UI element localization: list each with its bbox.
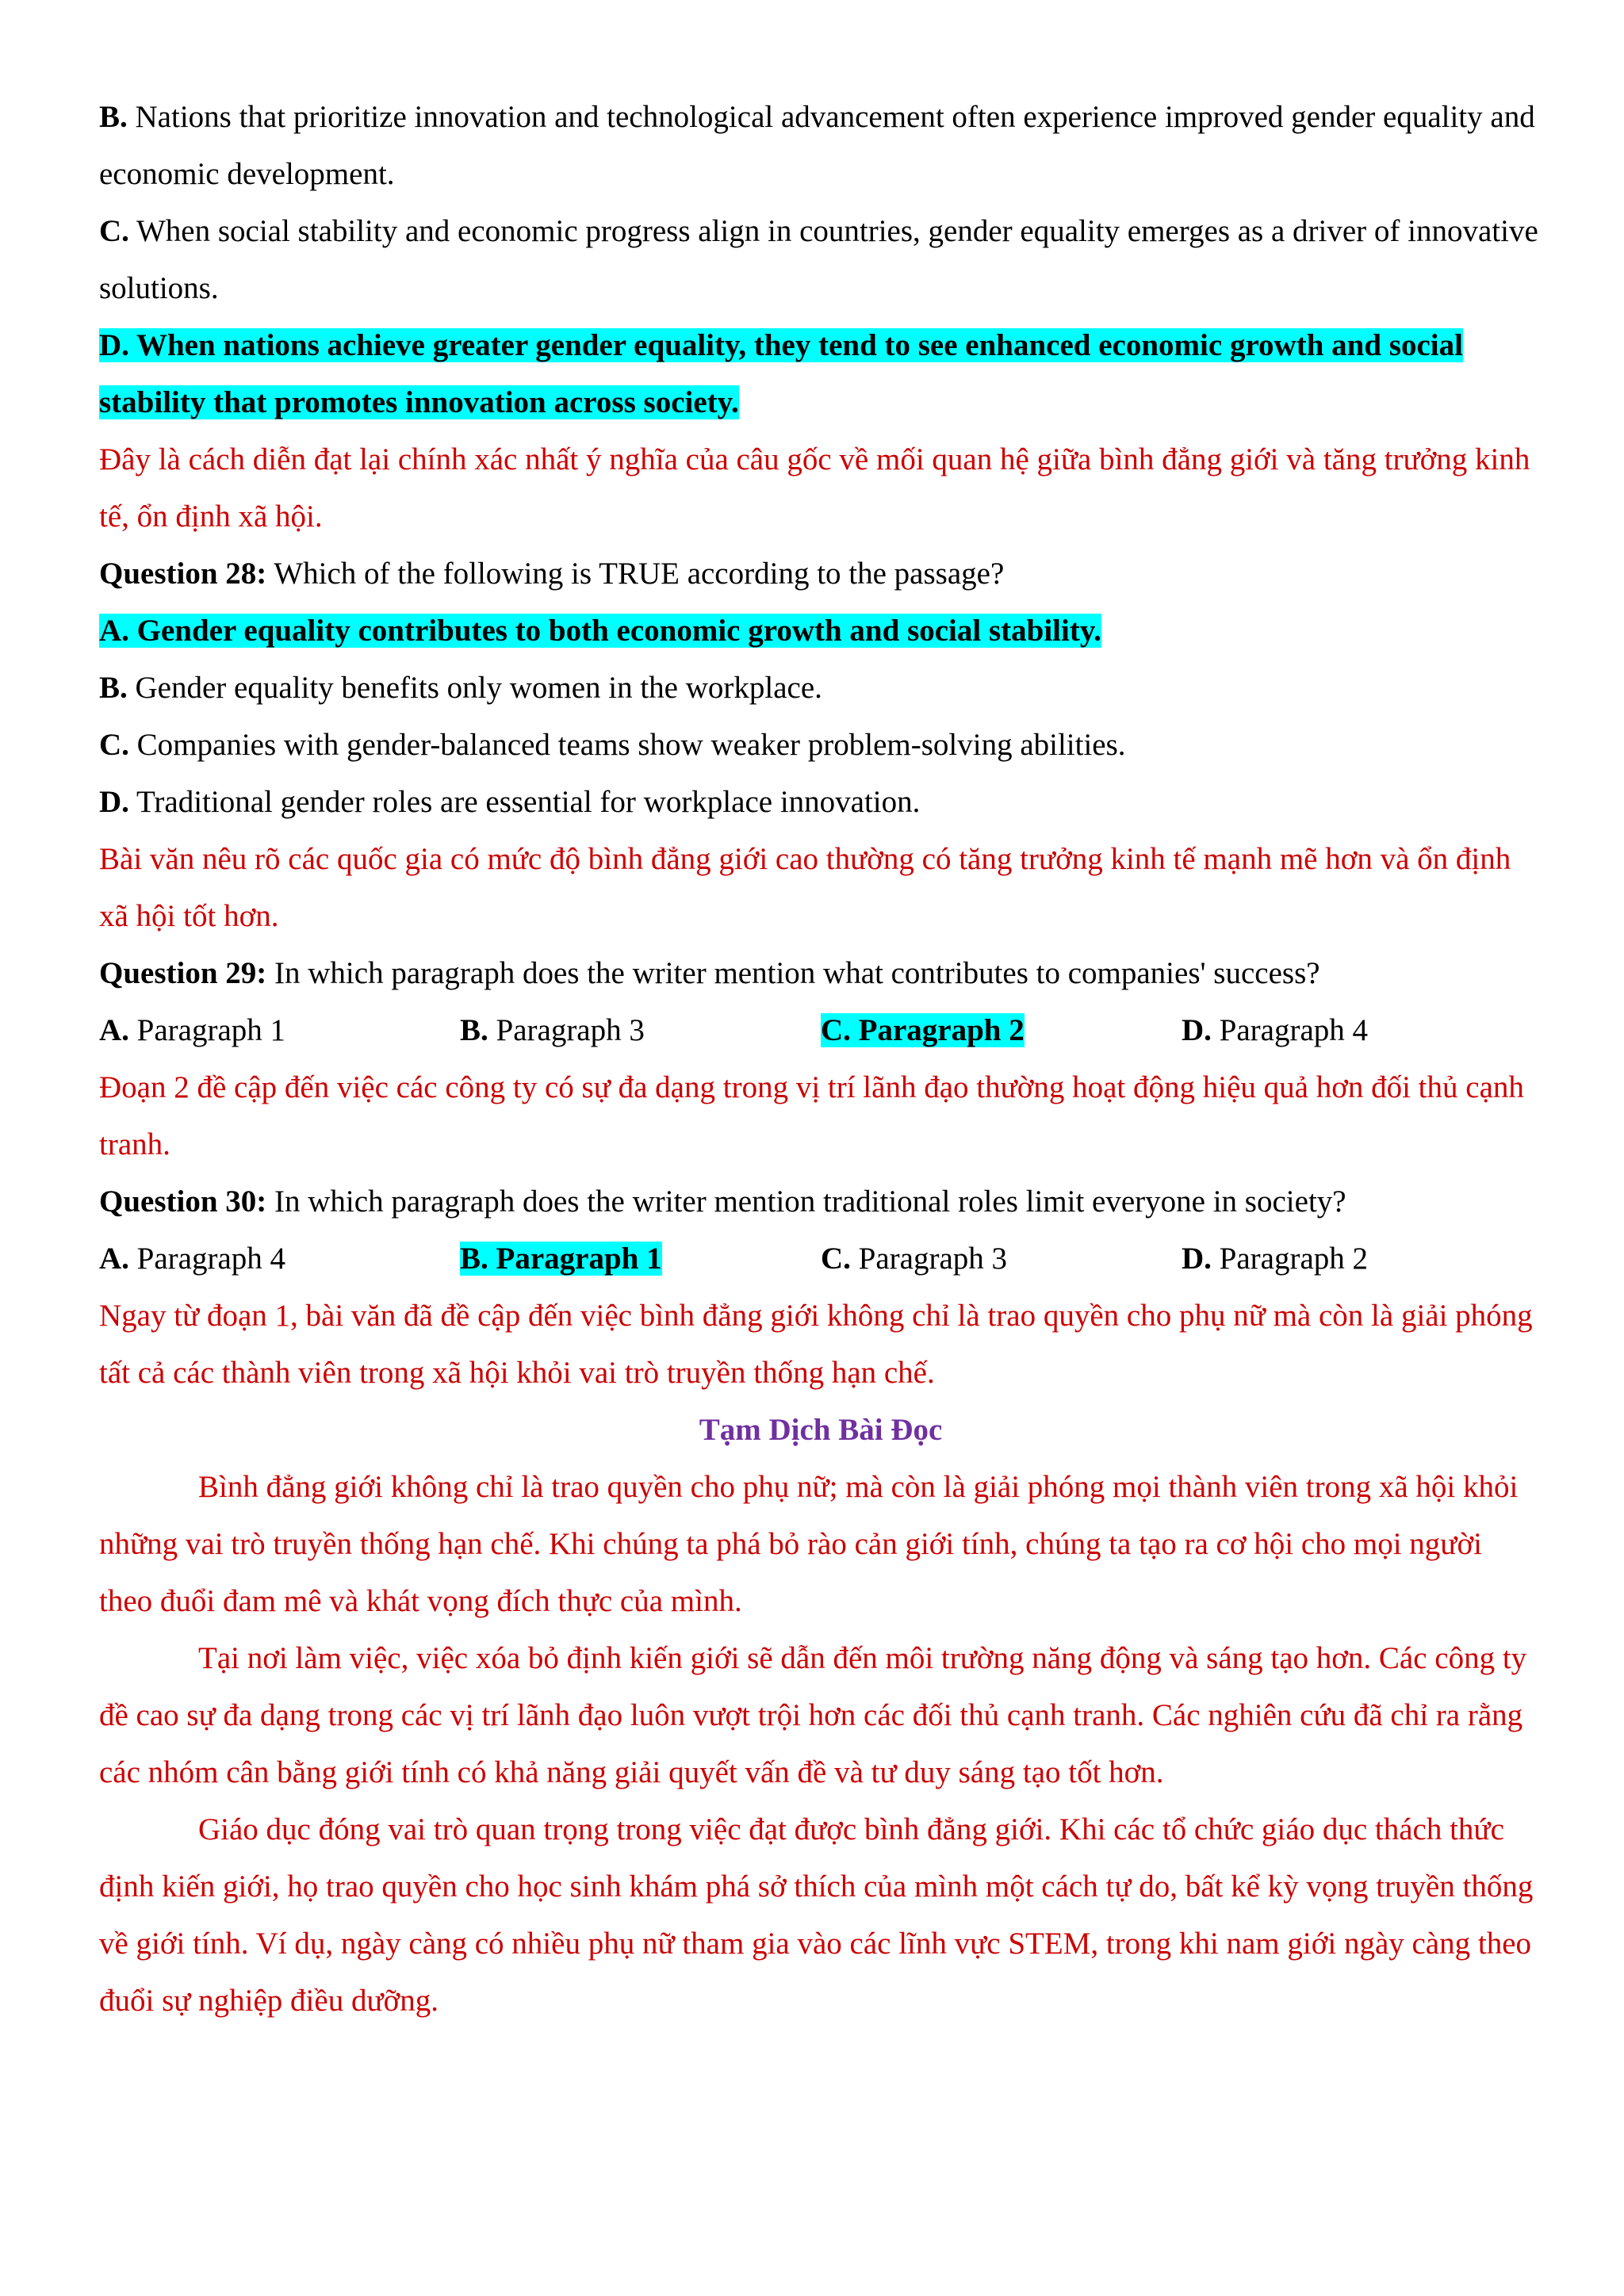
- translation-title: Tạm Dịch Bài Đọc: [699, 1413, 943, 1447]
- q30-options: [99, 1230, 1542, 1288]
- q29-option-a: A. Paragraph 1: [99, 1013, 286, 1047]
- q29-options: [99, 1002, 1542, 1059]
- q29-option-b: B. Paragraph 3: [460, 1013, 645, 1047]
- q28-option-a-answer: A. Gender equality contributes to both economic growth and social stability.: [99, 614, 1101, 648]
- q29-option-d: D. Paragraph 4: [1182, 1013, 1369, 1047]
- q28-option-d: D. Traditional gender roles are essential for workplace innovation.: [99, 785, 921, 819]
- q27-option-b: B. Nations that prioritize innovation and technological advancement often experience improved gender equality and economic development.: [99, 100, 1535, 191]
- q30-option-d: D. Paragraph 2: [1182, 1242, 1369, 1276]
- q29-explanation: Đoạn 2 đề cập đến việc các công ty có sự đa dạng trong vị trí lãnh đạo thường hoạt động hiệu quả hơn đối thủ cạnh tranh.: [99, 1070, 1524, 1161]
- q27-option-d-answer: D. When nations achieve greater gender equality, they tend to see enhanced economic growth and social stability that promotes innovation across society.: [99, 328, 1463, 419]
- q30-option-b-answer: B. Paragraph 1: [460, 1242, 662, 1276]
- translation-paragraph-2: Tại nơi làm việc, việc xóa bỏ định kiến giới sẽ dẫn đến môi trường năng động và sáng tạo hơn. Các công ty đề cao sự đa dạng trong các vị trí lãnh đạo luôn vượt trội hơn các đối thủ cạnh tranh. Các nghiên cứu đã chỉ ra rằng các nhóm cân bằng giới tính có khả năng giải quyết vấn đề và tư duy sáng tạo tốt hơn.: [99, 1641, 1527, 1789]
- q29-question: Question 29: In which paragraph does the writer mention what contributes to companies' success?: [99, 956, 1320, 990]
- q30-option-c: C. Paragraph 3: [821, 1242, 1008, 1276]
- q28-question: Question 28: Which of the following is TRUE according to the passage?: [99, 557, 1005, 591]
- q28-option-b: B. Gender equality benefits only women in the workplace.: [99, 671, 822, 705]
- q30-question: Question 30: In which paragraph does the writer mention traditional roles limit everyone in society?: [99, 1184, 1346, 1219]
- q30-explanation: Ngay từ đoạn 1, bài văn đã đề cập đến việc bình đẳng giới không chỉ là trao quyền cho phụ nữ mà còn là giải phóng tất cả các thành viên trong xã hội khỏi vai trò truyền thống hạn chế.: [99, 1299, 1533, 1390]
- q27-explanation: Đây là cách diễn đạt lại chính xác nhất ý nghĩa của câu gốc về mối quan hệ giữa bình đẳng giới và tăng trưởng kinh tế, ổn định xã hội.: [99, 442, 1530, 534]
- q29-option-c-answer: C. Paragraph 2: [821, 1013, 1025, 1047]
- document-content: [99, 89, 1542, 2030]
- translation-paragraph-3: Giáo dục đóng vai trò quan trọng trong việc đạt được bình đẳng giới. Khi các tổ chức giáo dục thách thức định kiến giới, họ trao quyền cho học sinh khám phá sở thích của mình một cách tự do, bất kể kỳ vọng truyền thống về giới tính. Ví dụ, ngày càng có nhiều phụ nữ tham gia vào các lĩnh vực STEM, trong khi nam giới ngày càng theo đuổi sự nghiệp điều dưỡng.: [99, 1812, 1534, 2018]
- q28-option-c: C. Companies with gender-balanced teams show weaker problem-solving abilities.: [99, 728, 1126, 762]
- q27-option-c: C. When social stability and economic progress align in countries, gender equality emerges as a driver of innovative solutions.: [99, 214, 1538, 305]
- translation-paragraph-1: Bình đẳng giới không chỉ là trao quyền cho phụ nữ; mà còn là giải phóng mọi thành viên trong xã hội khỏi những vai trò truyền thống hạn chế. Khi chúng ta phá bỏ rào cản giới tính, chúng ta tạo ra cơ hội cho mọi người theo đuổi đam mê và khát vọng đích thực của mình.: [99, 1470, 1519, 1618]
- q30-option-a: A. Paragraph 4: [99, 1242, 286, 1276]
- q28-explanation: Bài văn nêu rõ các quốc gia có mức độ bình đẳng giới cao thường có tăng trưởng kinh tế mạnh mẽ hơn và ổn định xã hội tốt hơn.: [99, 842, 1511, 933]
